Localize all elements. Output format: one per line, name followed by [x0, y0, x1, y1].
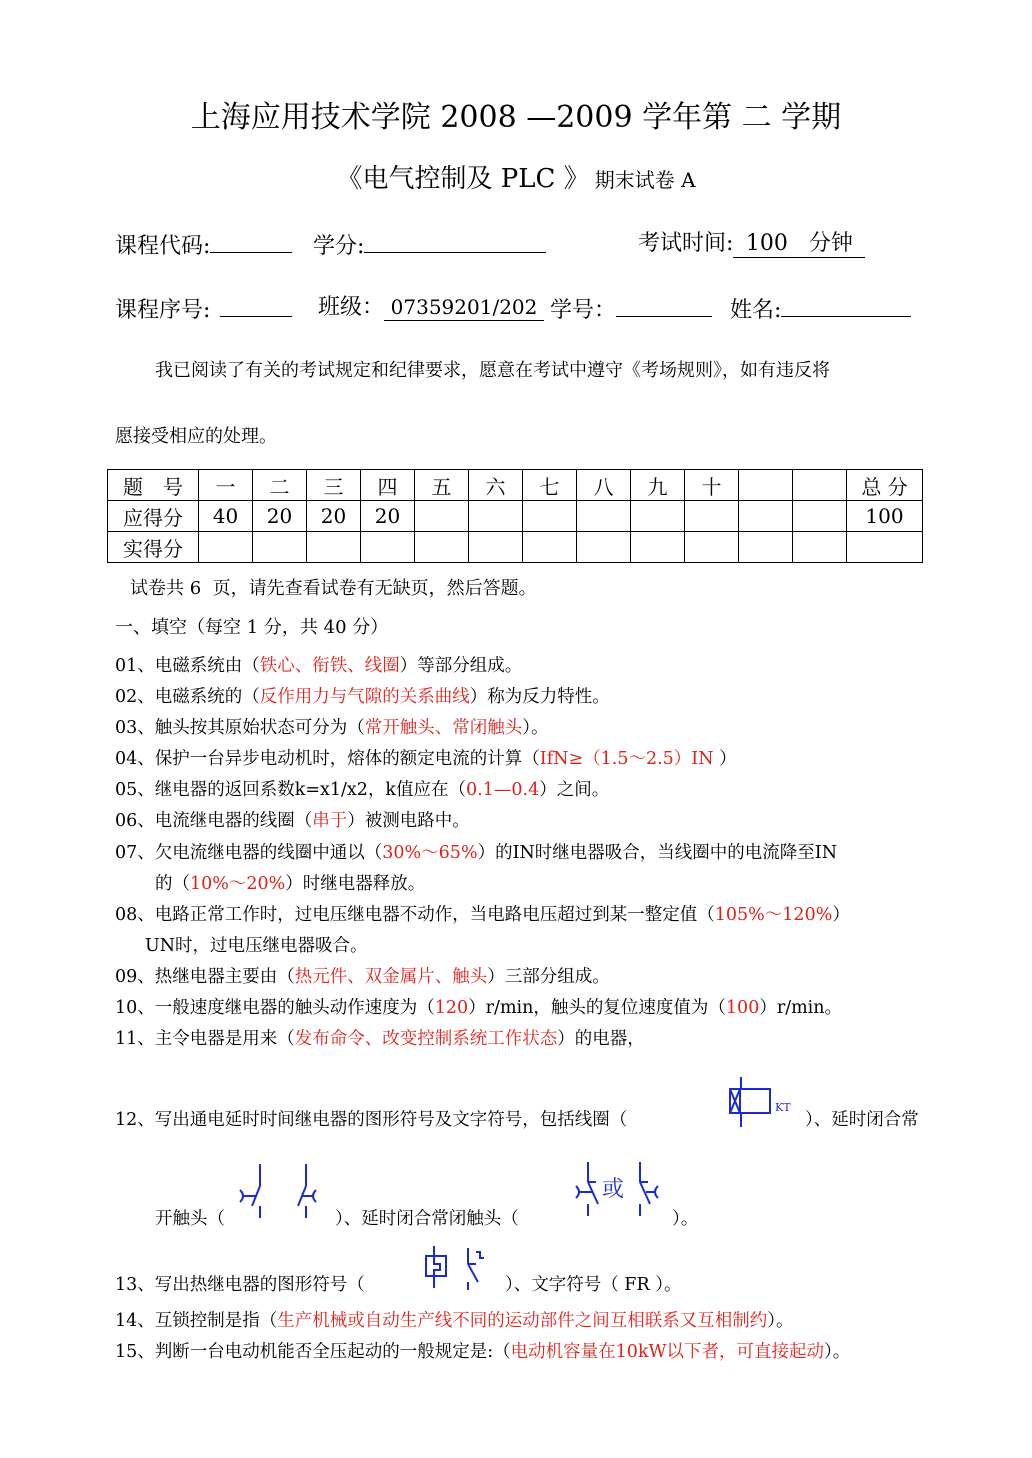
question-12-part-e: ）。: [672, 1209, 699, 1229]
question-12-part-d: ）、延时闭合常闭触头（: [335, 1209, 519, 1229]
total-points-cell: 100: [847, 501, 923, 532]
or-label: 或: [602, 1177, 625, 1202]
answer: 热元件、双金属片、触头: [294, 967, 488, 987]
total-header: 总 分: [847, 470, 923, 501]
class-label: 班级：: [318, 295, 385, 320]
question-06: 06、电流继电器的线圈（串于）被测电路中。: [115, 811, 470, 831]
column-header: 七: [523, 470, 577, 501]
question-13: 13、写出热继电器的图形符号（: [115, 1275, 365, 1295]
points-cell: [577, 501, 631, 532]
question-02: 02、电磁系统的（反作用力与气隙的关系曲线）称为反力特性。: [115, 687, 610, 707]
answer: 生产机械或自动生产线不同的运动部件之间互相联系又互相制约: [277, 1311, 768, 1331]
answer: 反作用力与气隙的关系曲线: [259, 687, 470, 707]
points-cell: [793, 501, 847, 532]
points-cell: 20: [361, 501, 415, 532]
points-cell: 40: [199, 501, 253, 532]
question-08: 08、电路正常工作时，过电压继电器不动作，当电路电压超过到某一整定值（105%～120%）: [115, 905, 850, 925]
course-code-label: 课程代码:: [115, 234, 211, 259]
column-header: 九: [631, 470, 685, 501]
column-header: 一: [199, 470, 253, 501]
exam-time-field: [638, 226, 865, 258]
total-score-cell[interactable]: [847, 532, 923, 563]
name-field: [730, 290, 911, 324]
question-07: 07、欠电流继电器的线圈中通以（30%～65%）的IN时继电器吸合，当线圈中的电流降至IN: [115, 843, 838, 863]
question-07-cont: 的（10%～20%）时继电器释放。: [155, 874, 426, 894]
question-15: 15、判断一台电动机能否全压起动的一般规定是:（电动机容量在10kW以下者，可直接起动）。: [115, 1342, 851, 1362]
column-header: [793, 470, 847, 501]
course-code-field: [115, 226, 292, 260]
answer: 10%～20%: [190, 874, 286, 894]
question-12-part-c: 开触头（: [155, 1209, 225, 1229]
name-blank[interactable]: [781, 290, 911, 317]
exam-type: 期末试卷 A: [594, 168, 696, 192]
coil-symbol-icon: [722, 1075, 794, 1135]
question-09: 09、热继电器主要由（热元件、双金属片、触头）三部分组成。: [115, 967, 610, 987]
course-seq-label: 课程序号:: [115, 298, 211, 323]
delay-close-no-contact-icon: [236, 1162, 336, 1222]
exam-time-label: 考试时间:: [638, 231, 734, 256]
course-seq-field: [115, 290, 292, 324]
score-cell[interactable]: [199, 532, 253, 563]
answer: 发布命令、改变控制系统工作状态: [294, 1029, 558, 1049]
score-cell[interactable]: [523, 532, 577, 563]
column-header: 三: [307, 470, 361, 501]
column-header: 二: [253, 470, 307, 501]
class-field: [318, 290, 544, 321]
table-row: [108, 501, 923, 532]
points-cell: [415, 501, 469, 532]
points-cell: 20: [307, 501, 361, 532]
score-cell[interactable]: [415, 532, 469, 563]
exam-time-value[interactable]: 100 分钟: [733, 231, 865, 258]
credit-field: [313, 226, 546, 260]
score-cell[interactable]: [739, 532, 793, 563]
question-05: 05、继电器的返回系数k=x1/x2，k值应在（0.1—0.4）之间。: [115, 780, 610, 800]
pledge-line-2: 愿接受相应的处理。: [115, 426, 277, 447]
exam-title: 上海应用技术学院 2008 —2009 学年第 二 学期: [190, 100, 842, 135]
name-label: 姓名:: [730, 298, 782, 323]
pledge-line-1: 我已阅读了有关的考试规定和纪律要求，愿意在考试中遵守《考场规则》，如有违反将: [155, 360, 830, 381]
course-seq-blank[interactable]: [220, 290, 292, 317]
question-12: 12、写出通电延时时间继电器的图形符号及文字符号，包括线圈（: [115, 1110, 628, 1130]
credit-blank[interactable]: [364, 226, 546, 253]
page-notice: 试卷共 6 页，请先查看试卷有无缺页，然后答题。: [130, 578, 537, 599]
points-cell: 20: [253, 501, 307, 532]
course-name: 《电气控制及 PLC 》: [336, 164, 590, 194]
column-header: [739, 470, 793, 501]
column-header: 十: [685, 470, 739, 501]
answer: 105%～120%: [714, 905, 833, 925]
question-01: 01、电磁系统由（铁心、衔铁、线圈）等部分组成。: [115, 656, 523, 676]
course-code-blank[interactable]: [210, 226, 292, 253]
question-10: 10、一般速度继电器的触头动作速度为（120）r/min，触头的复位速度值为（100）r/min。: [115, 998, 843, 1018]
points-cell: [631, 501, 685, 532]
exam-subtitle: [0, 158, 1032, 195]
row-header: 实得分: [108, 532, 199, 563]
student-id-field: [550, 290, 712, 324]
answer: 0.1—0.4: [466, 780, 540, 800]
score-cell[interactable]: [253, 532, 307, 563]
answer: 常开触头、常闭触头: [364, 718, 523, 738]
delay-close-nc-contact-icon: [570, 1160, 670, 1220]
kt-label: KT: [775, 1101, 791, 1114]
score-cell[interactable]: [793, 532, 847, 563]
question-11: 11、主令电器是用来（发布命令、改变控制系统工作状态）的电器，: [115, 1029, 645, 1049]
points-cell: [469, 501, 523, 532]
score-cell[interactable]: [361, 532, 415, 563]
row-header: 题 号: [108, 470, 199, 501]
credit-label: 学分:: [313, 234, 365, 259]
answer: 120: [434, 998, 469, 1018]
question-14: 14、互锁控制是指（生产机械或自动生产线不同的运动部件之间互相联系又互相制约）。: [115, 1311, 794, 1331]
column-header: 四: [361, 470, 415, 501]
question-03: 03、触头按其原始状态可分为（常开触头、常闭触头）。: [115, 718, 549, 738]
score-cell[interactable]: [307, 532, 361, 563]
thermal-relay-symbol-icon: [404, 1244, 504, 1294]
column-header: 五: [415, 470, 469, 501]
points-cell: [685, 501, 739, 532]
section-1-title: 一、填空（每空 1 分，共 40 分）: [115, 617, 389, 638]
score-cell[interactable]: [685, 532, 739, 563]
score-table: [107, 469, 923, 563]
question-04: 04、保护一台异步电动机时，熔体的额定电流的计算（IfN≥（1.5～2.5）IN ）: [115, 749, 737, 769]
question-13-part-b: ）、文字符号（ FR ）。: [505, 1275, 682, 1295]
answer: 铁心、衔铁、线圈: [259, 656, 400, 676]
table-row: [108, 470, 923, 501]
question-12-part-b: ）、延时闭合常: [805, 1110, 919, 1130]
points-cell: [523, 501, 577, 532]
class-value[interactable]: 07359201/202: [384, 294, 544, 321]
score-cell[interactable]: [631, 532, 685, 563]
answer: 100: [725, 998, 760, 1018]
row-header: 应得分: [108, 501, 199, 532]
answer: 电动机容量在10kW以下者，可直接起动: [510, 1342, 825, 1362]
table-row: [108, 532, 923, 563]
points-cell: [739, 501, 793, 532]
student-id-blank[interactable]: [616, 290, 712, 317]
column-header: 八: [577, 470, 631, 501]
score-cell[interactable]: [469, 532, 523, 563]
answer: 30%～65%: [382, 843, 478, 863]
answer: 串于: [312, 811, 348, 831]
score-cell[interactable]: [577, 532, 631, 563]
student-id-label: 学号：: [550, 298, 617, 323]
column-header: 六: [469, 470, 523, 501]
question-08-cont: UN时，过电压继电器吸合。: [145, 936, 368, 956]
answer: IfN≥（1.5～2.5）IN: [539, 749, 714, 769]
